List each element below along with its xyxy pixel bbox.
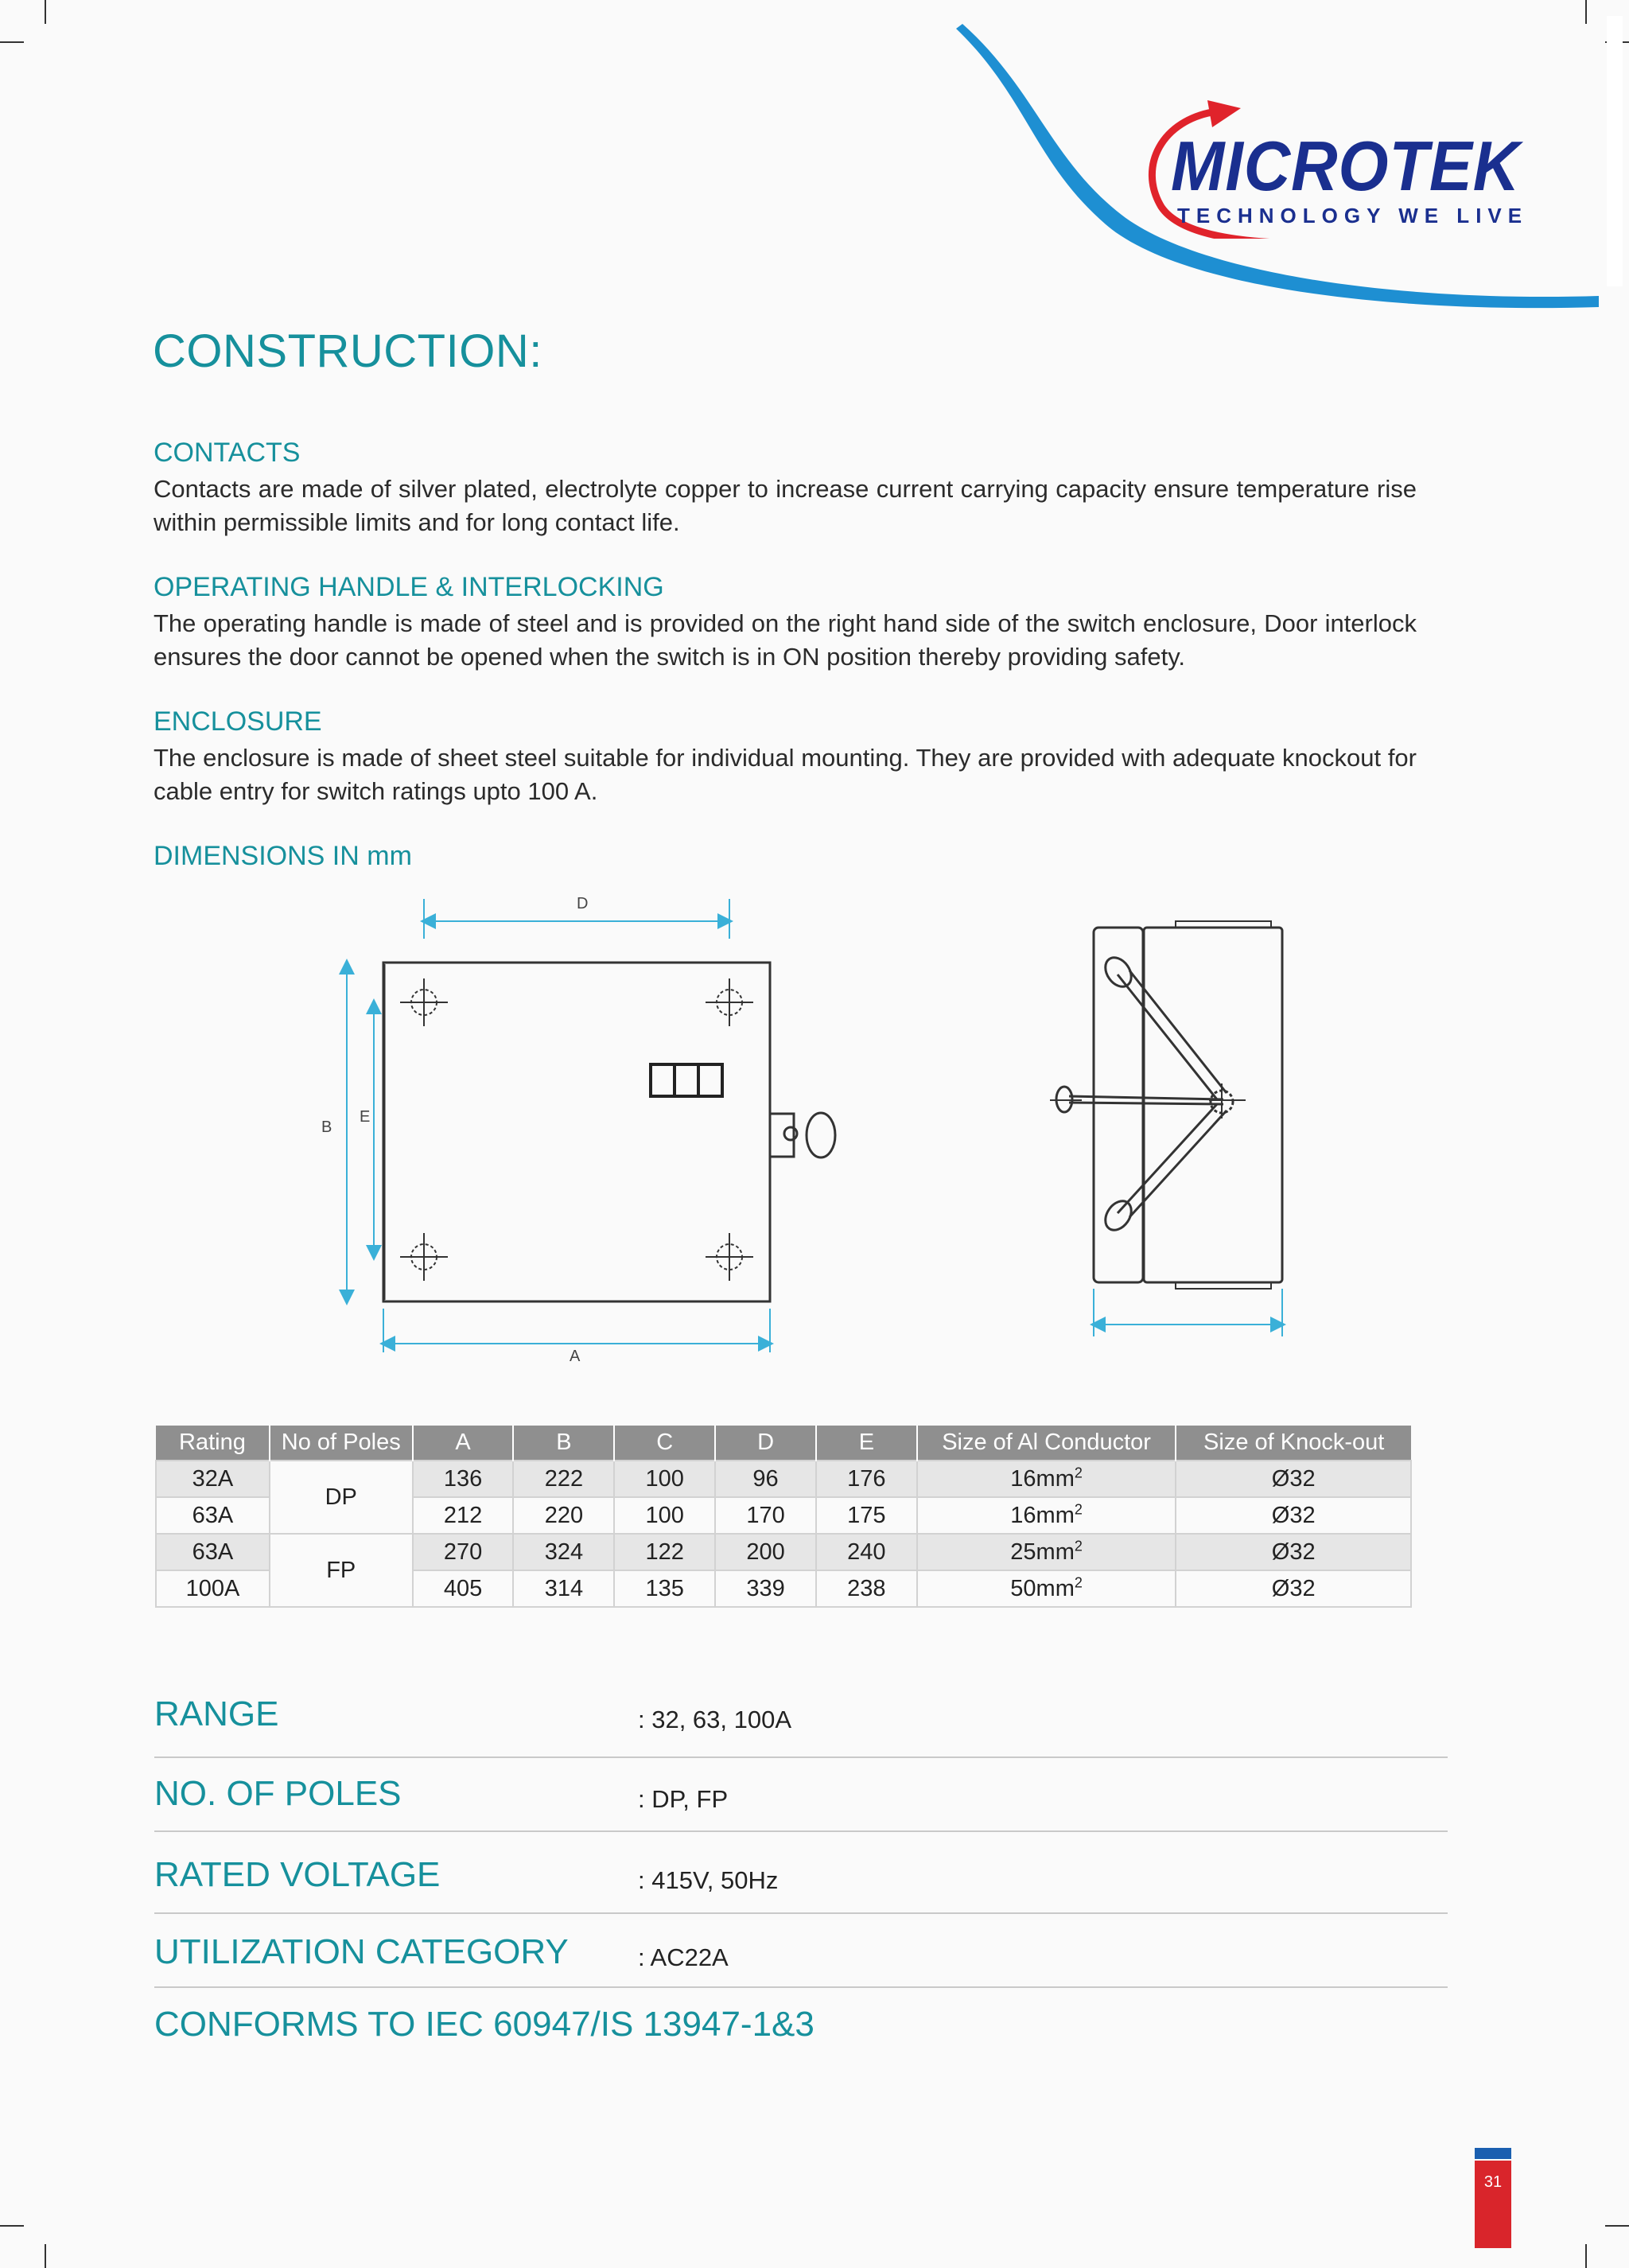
table-cell: 100 xyxy=(614,1497,715,1534)
table-cell: 96 xyxy=(715,1461,816,1497)
table-cell: 100 xyxy=(614,1461,715,1497)
table-header: C xyxy=(614,1426,715,1461)
divider xyxy=(154,1912,1448,1914)
table-cell: 170 xyxy=(715,1497,816,1534)
table-header: No of Poles xyxy=(270,1426,413,1461)
table-cell: 270 xyxy=(413,1534,514,1570)
section-heading-operating-handle: OPERATING HANDLE & INTERLOCKING xyxy=(154,572,664,602)
crop-mark xyxy=(0,2225,24,2227)
front-view-diagram xyxy=(310,891,851,1368)
section-text-enclosure: The enclosure is made of sheet steel suitable for individual mounting. They are provided with adequate knockout for cable entry for switch ratings upto 100 A. xyxy=(154,744,1417,805)
section-text-contacts: Contacts are made of silver plated, electrolyte copper to increase current carrying capacity ensure temperature rise within permissible limits and for long contact life. xyxy=(154,475,1417,536)
table-cell-knockout: Ø32 xyxy=(1176,1497,1411,1534)
crop-mark xyxy=(45,2244,46,2268)
page-number: 31 xyxy=(1483,2173,1503,2191)
page-title: CONSTRUCTION: xyxy=(153,325,542,377)
table-cell: 222 xyxy=(513,1461,614,1497)
page-tab-accent xyxy=(1475,2148,1511,2159)
spec-value-voltage: : 415V, 50Hz xyxy=(638,1866,779,1894)
crop-mark xyxy=(45,0,46,24)
dimension-label-e: E xyxy=(360,1108,371,1126)
table-header: Size of Knock-out xyxy=(1176,1426,1411,1461)
table-cell-rating: 63A xyxy=(156,1534,270,1570)
brand-tagline: TECHNOLOGY WE LIVE xyxy=(1177,204,1529,228)
brand-name: MICROTEK xyxy=(1171,126,1521,205)
table-cell-knockout: Ø32 xyxy=(1176,1461,1411,1497)
dimension-label-b: B xyxy=(321,1118,332,1136)
table-cell: 175 xyxy=(816,1497,917,1534)
table-header: Size of Al Conductor xyxy=(917,1426,1176,1461)
table-cell-rating: 100A xyxy=(156,1570,270,1607)
crop-mark xyxy=(1585,2244,1587,2268)
table-row xyxy=(156,1534,1411,1570)
table-header: A xyxy=(413,1426,514,1461)
table-cell: 212 xyxy=(413,1497,514,1534)
dimension-label-d: D xyxy=(577,895,589,912)
spec-label-range: RANGE xyxy=(154,1694,279,1733)
table-header: D xyxy=(715,1426,816,1461)
dimensions-table xyxy=(155,1426,1412,1608)
table-cell-rating: 63A xyxy=(156,1497,270,1534)
section-heading-enclosure: ENCLOSURE xyxy=(154,706,322,737)
table-cell: 240 xyxy=(816,1534,917,1570)
table-cell-conductor: $50mm^2$ xyxy=(917,1570,1176,1607)
section-heading-contacts: CONTACTS xyxy=(154,438,301,468)
table-cell-conductor: $16mm^2$ xyxy=(917,1497,1176,1534)
dimension-label-a: A xyxy=(570,1348,581,1365)
table-cell: 135 xyxy=(614,1570,715,1607)
table-cell-rating: 32A xyxy=(156,1461,270,1497)
table-cell: 122 xyxy=(614,1534,715,1570)
spec-label-utilization: UTILIZATION CATEGORY xyxy=(154,1932,569,1971)
dimensions-heading: DIMENSIONS IN mm xyxy=(154,841,412,871)
crop-mark xyxy=(1605,2225,1629,2227)
spec-label-voltage: RATED VOLTAGE xyxy=(154,1855,441,1894)
table-header: B xyxy=(513,1426,614,1461)
table-header: Rating xyxy=(156,1426,270,1461)
divider xyxy=(154,1830,1448,1832)
table-cell: 238 xyxy=(816,1570,917,1607)
table-cell: 136 xyxy=(413,1461,514,1497)
table-row xyxy=(156,1461,1411,1497)
table-cell: 324 xyxy=(513,1534,614,1570)
table-cell: 176 xyxy=(816,1461,917,1497)
spec-value-utilization: : AC22A xyxy=(638,1943,729,1971)
table-cell-poles: DP xyxy=(270,1461,413,1534)
spec-value-range: : 32, 63, 100A xyxy=(638,1706,792,1733)
table-header: E xyxy=(816,1426,917,1461)
side-view-diagram xyxy=(1042,915,1304,1344)
table-cell: 314 xyxy=(513,1570,614,1607)
table-cell-poles: FP xyxy=(270,1534,413,1607)
divider xyxy=(154,1986,1448,1988)
spec-label-poles: NO. OF POLES xyxy=(154,1774,402,1813)
table-cell: 220 xyxy=(513,1497,614,1534)
table-header-row xyxy=(156,1426,1411,1461)
crop-mark xyxy=(0,41,24,43)
table-cell-conductor: $25mm^2$ xyxy=(917,1534,1176,1570)
table-cell: 200 xyxy=(715,1534,816,1570)
table-cell-conductor: $16mm^2$ xyxy=(917,1461,1176,1497)
table-cell-knockout: Ø32 xyxy=(1176,1570,1411,1607)
conforms-statement: CONFORMS TO IEC 60947/IS 13947-1&3 xyxy=(154,2005,814,2044)
divider xyxy=(154,1756,1448,1758)
table-cell: 339 xyxy=(715,1570,816,1607)
spec-value-poles: : DP, FP xyxy=(638,1785,729,1813)
section-text-operating-handle: The operating handle is made of steel and is provided on the right hand side of the switch enclosure, Door interlock ensures the door cannot be opened when the switch is in ON position thereby providing safety. xyxy=(154,609,1417,671)
table-cell-knockout: Ø32 xyxy=(1176,1534,1411,1570)
table-cell: 405 xyxy=(413,1570,514,1607)
